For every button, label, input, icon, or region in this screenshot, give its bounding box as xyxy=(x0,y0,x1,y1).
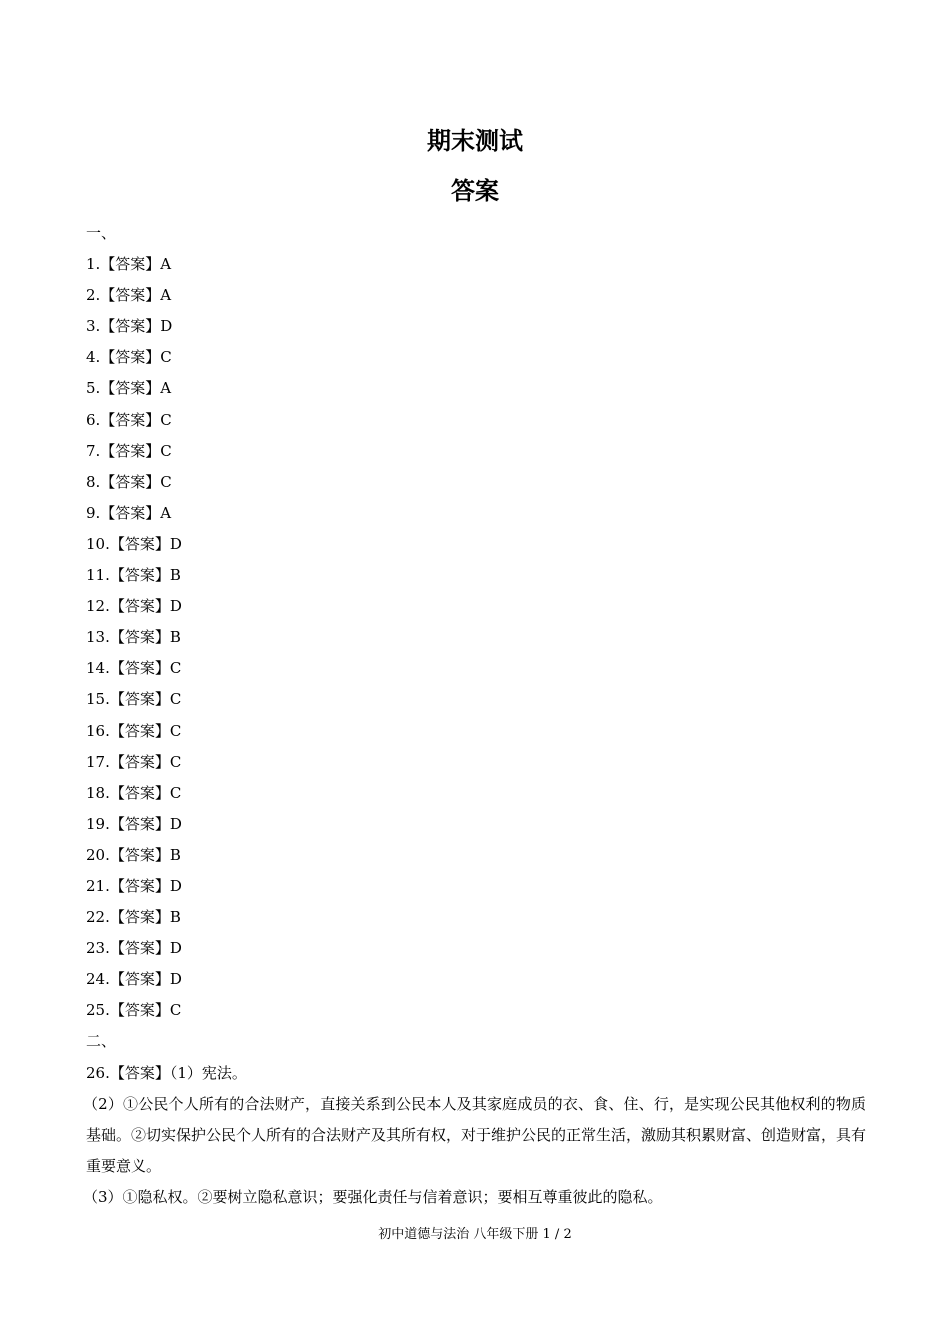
question-26-part3: （3）①隐私权。②要树立隐私意识；要强化责任与信着意识；要相互尊重彼此的隐私。 xyxy=(83,1187,663,1206)
answer-item: 4.【答案】C xyxy=(86,348,172,367)
answer-list xyxy=(86,249,866,1026)
answer-item: 9.【答案】A xyxy=(86,503,172,522)
page-title: 期末测试 xyxy=(427,127,523,155)
answer-item: 13.【答案】B xyxy=(86,628,181,647)
answer-item: 10.【答案】D xyxy=(86,534,182,553)
answer-item: 3.【答案】D xyxy=(86,317,173,336)
answer-content xyxy=(83,218,867,1213)
answer-item: 25.【答案】C xyxy=(86,1001,182,1020)
section-two-label: 二、 xyxy=(86,1032,117,1051)
page-footer: 初中道德与法治 八年级下册 1 / 2 xyxy=(378,1227,572,1242)
answer-item: 16.【答案】C xyxy=(86,721,182,740)
answer-item: 1.【答案】A xyxy=(86,255,172,274)
answer-item: 19.【答案】D xyxy=(86,814,182,833)
answer-item: 17.【答案】C xyxy=(86,752,182,771)
section-one-label: 一、 xyxy=(86,224,117,242)
answer-item: 15.【答案】C xyxy=(86,690,182,709)
answer-item: 6.【答案】C xyxy=(86,410,172,429)
answer-item: 5.【答案】A xyxy=(86,379,172,398)
answer-item: 22.【答案】B xyxy=(86,908,181,927)
answer-item: 7.【答案】C xyxy=(86,441,172,460)
answer-item: 2.【答案】A xyxy=(86,286,172,305)
answer-item: 18.【答案】C xyxy=(86,783,182,802)
question-26-part1: 26.【答案】（1）宪法。 xyxy=(86,1063,247,1082)
answer-item: 20.【答案】B xyxy=(86,845,181,864)
answer-item: 24.【答案】D xyxy=(86,970,182,989)
answer-item: 23.【答案】D xyxy=(86,939,182,958)
answer-item: 12.【答案】D xyxy=(86,597,182,616)
answer-item: 21.【答案】D xyxy=(86,876,182,895)
page-subtitle: 答案 xyxy=(451,177,499,205)
answer-item: 8.【答案】C xyxy=(86,472,172,491)
question-26-part2: （2）①公民个人所有的合法财产，直接关系到公民本人及其家庭成员的衣、食、住、行，是实现公民其他权利的物质基础。②切实保护公民个人所有的合法财产及其所有权，对于维护公民的正常生活，激励其积累财富、创造财富，具有重要意义。 xyxy=(83,1094,867,1175)
answer-item: 11.【答案】B xyxy=(86,566,181,585)
answer-item: 14.【答案】C xyxy=(86,659,182,678)
